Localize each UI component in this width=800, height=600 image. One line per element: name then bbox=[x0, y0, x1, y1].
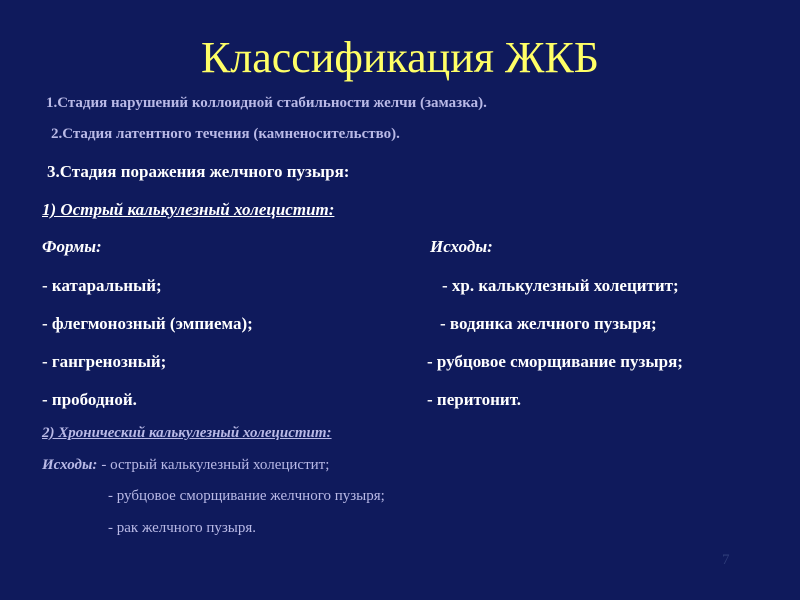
chronic-outcome-item: - рак желчного пузыря. bbox=[108, 520, 257, 536]
acute-outcome-item: - перитонит. bbox=[427, 390, 522, 409]
chronic-outcome-item: - острый калькулезный холецистит; bbox=[101, 457, 330, 473]
acute-heading: 1) Острый калькулезный холецистит: bbox=[42, 200, 335, 219]
stage-3: 3.Стадия поражения желчного пузыря: bbox=[47, 162, 350, 181]
acute-outcomes-label: Исходы: bbox=[430, 237, 493, 256]
slide-title: Классификация ЖКБ bbox=[200, 33, 600, 82]
chronic-outcome-item: - рубцовое сморщивание желчного пузыря; bbox=[108, 488, 385, 504]
stage-1: 1.Стадия нарушений коллоидной стабильности желчи (замазка). bbox=[46, 95, 487, 111]
form-item: - флегмонозный (эмпиема); bbox=[42, 314, 253, 333]
form-item: - прободной. bbox=[42, 390, 137, 409]
form-item: - гангренозный; bbox=[42, 352, 167, 371]
chronic-outcomes-label: Исходы: bbox=[42, 457, 98, 473]
forms-label: Формы: bbox=[42, 237, 102, 256]
acute-outcome-item: - хр. калькулезный холецитит; bbox=[442, 276, 679, 295]
page-number: 7 bbox=[722, 552, 730, 568]
chronic-heading: 2) Хронический калькулезный холецистит: bbox=[42, 425, 332, 441]
form-item: - катаральный; bbox=[42, 276, 162, 295]
stage-2: 2.Стадия латентного течения (камненосительство). bbox=[51, 126, 400, 142]
acute-outcome-item: - водянка желчного пузыря; bbox=[440, 314, 657, 333]
chronic-outcome-row bbox=[42, 456, 329, 474]
acute-outcome-item: - рубцовое сморщивание пузыря; bbox=[427, 352, 683, 371]
